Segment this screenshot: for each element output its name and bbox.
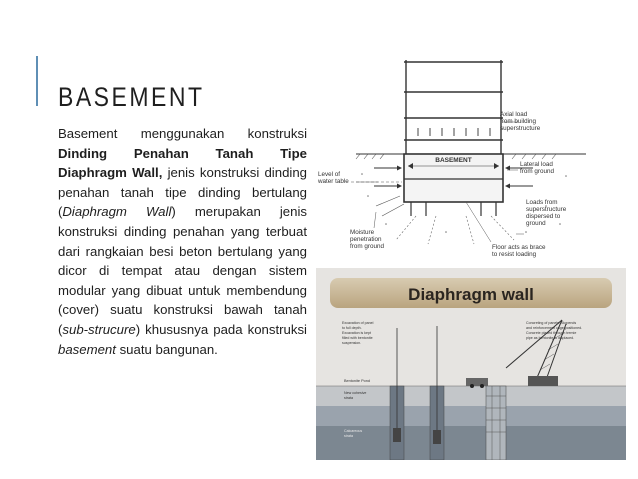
banner-title: Diaphragm wall: [408, 285, 534, 304]
label-line: superstructure: [500, 125, 541, 132]
text-run: suatu bangunan.: [115, 341, 218, 357]
label-line: pipe as bentonite is displaced.: [526, 336, 575, 340]
label-line: Lateral load: [520, 161, 553, 168]
loads-dispersed-label: [526, 199, 567, 227]
label-line: Concrete placed through tremie: [526, 331, 577, 335]
label-line: and reinforcement cage positioned.: [526, 326, 583, 330]
diaphragm-wall-figure: [316, 268, 626, 460]
axial-load-label: [500, 111, 541, 132]
accent-bar: [36, 56, 38, 106]
moisture-label: [350, 229, 384, 250]
label-line: penetration: [350, 236, 382, 243]
text-run: ) khususnya pada konstruksi: [135, 321, 307, 337]
label-line: superstructure: [526, 206, 567, 213]
label-line: Concreting of panels. Stopends: [526, 321, 577, 325]
label-line: Loads from: [526, 199, 558, 206]
label-line: suspension.: [342, 341, 362, 345]
text-run: jenis konstruksi dinding penahan tanah tipe dinding bertulang (: [58, 165, 307, 220]
water-table-label: [317, 171, 349, 185]
text-run-bold: Dinding Penahan Tanah Tipe Diaphragm Wall,: [58, 145, 307, 181]
text-run-italic: Diaphragm Wall: [62, 204, 172, 220]
label-line: from ground: [520, 168, 554, 175]
floor-brace-label: [492, 244, 546, 258]
label-line: Excavation of panel: [342, 321, 374, 325]
text-run-italic: sub-strucure: [62, 321, 136, 337]
slide-title: BASEMENT: [58, 82, 205, 112]
concreting-label: [526, 321, 582, 340]
label-line: Moisture: [350, 229, 375, 236]
label-line: strata: [344, 434, 353, 438]
bentonite-label: Bentonite Pond: [344, 379, 370, 383]
body-paragraph: [58, 124, 307, 359]
svg-text:superstructure: [500, 125, 541, 132]
label-line: water table: [318, 178, 349, 185]
label-line: to full depth.: [342, 326, 362, 330]
svg-text:Axial load: [500, 111, 528, 118]
label-line: from ground: [350, 243, 384, 250]
label-line: Floor acts as brace: [492, 244, 546, 251]
text-run-italic: basement: [58, 341, 116, 357]
label-line: from building: [500, 118, 537, 125]
basement-load-diagram: [316, 56, 626, 268]
text-run: ) merupakan jenis konstruksi dinding penahan yang terbuat dari rangkaian besi beton bertulang yang dicor di tempat atau dengan sistem modular yang dibuat untuk membendung (cover) suatu konstruksi bawah tanah (: [58, 204, 307, 337]
label-line: Axial load: [500, 111, 528, 118]
text-run: Basement menggunakan konstruksi: [58, 126, 307, 141]
lateral-load-label: [520, 161, 554, 175]
svg-text:from building: [500, 118, 537, 125]
label-line: filled with bentonite: [342, 336, 373, 340]
label-line: New cohesive: [344, 391, 367, 395]
basement-label: BASEMENT: [435, 157, 472, 164]
label-line: Level of: [318, 171, 341, 178]
label-line: dispersed to: [526, 213, 561, 220]
label-line: to resist loading: [492, 251, 537, 258]
label-line: ground: [526, 220, 546, 227]
label-line: Excavation is kept: [342, 331, 371, 335]
label-line: Calcareous: [344, 429, 363, 433]
label-line: strata: [344, 396, 353, 400]
